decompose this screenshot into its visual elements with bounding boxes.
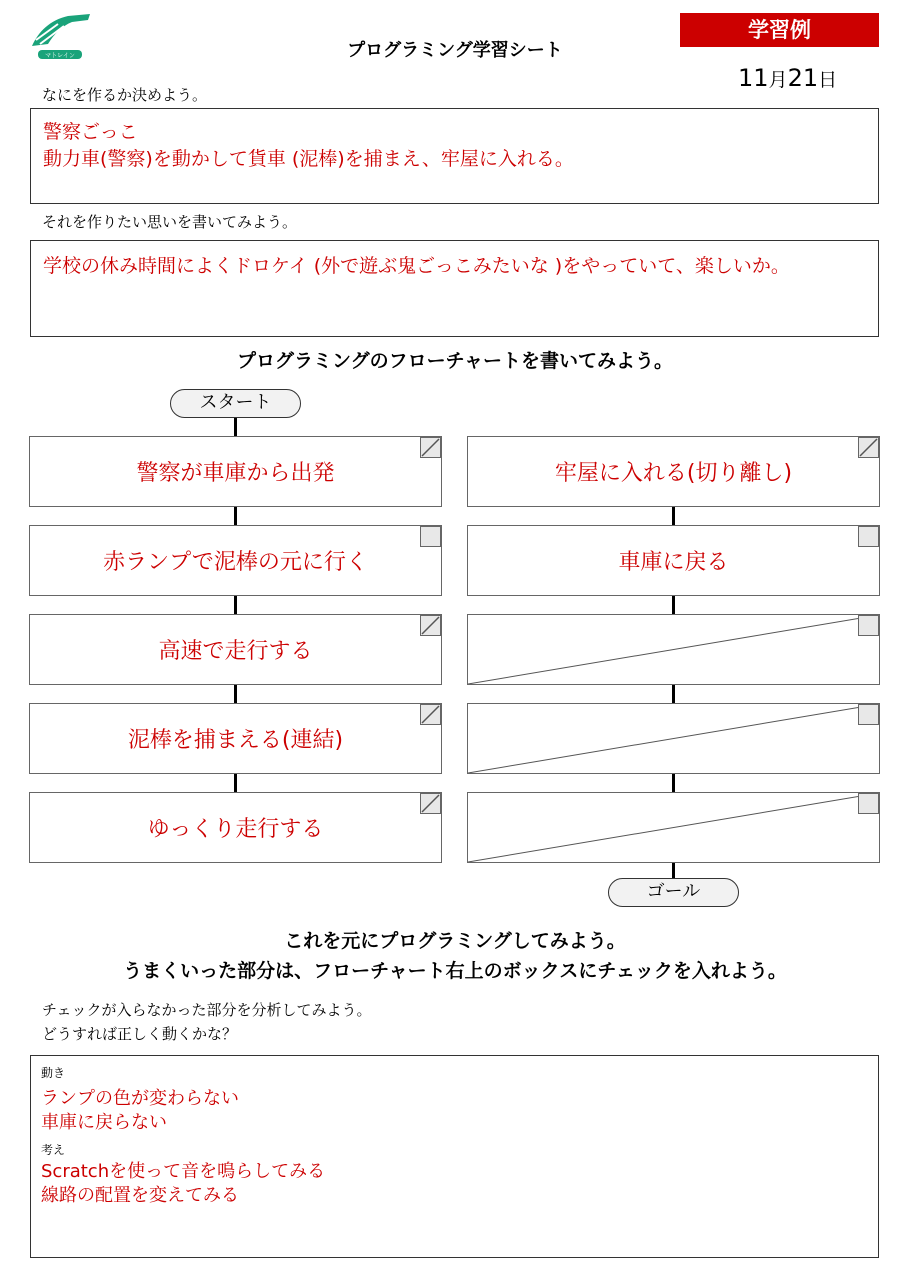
answer-line: 車庫に戻らない <box>41 1112 167 1133</box>
flow-step <box>467 525 880 596</box>
flow-step <box>29 436 442 507</box>
connector-line <box>234 596 237 614</box>
date-day: 21 <box>787 64 819 92</box>
flow-step-label: 高速で走行する <box>158 639 313 664</box>
flowchart-start: スタート <box>170 389 301 418</box>
check-slash-icon <box>859 438 878 457</box>
date-month: 11 <box>738 64 769 92</box>
analysis-prompt <box>42 998 372 1046</box>
step-checkbox[interactable] <box>858 704 879 725</box>
connector-line <box>234 774 237 792</box>
check-slash-icon <box>421 705 440 724</box>
flow-step-unused <box>467 792 880 863</box>
connector-line <box>672 596 675 614</box>
idea-label: 考え <box>41 1143 66 1157</box>
check-slash-icon <box>421 438 440 457</box>
connector-line <box>672 685 675 703</box>
date-month-unit: 月 <box>768 69 788 91</box>
flow-step-label: 警察が車庫から出発 <box>136 461 335 486</box>
instruction-line: うまくいった部分は、フローチャート右上のボックスにチェックを入れよう。 <box>123 960 787 982</box>
connector-line <box>672 774 675 792</box>
example-badge: 学習例 <box>680 13 879 47</box>
flow-step-label: 車庫に戻る <box>618 550 729 575</box>
instructions <box>0 926 910 986</box>
answer-line: Scratchを使って音を鳴らしてみる <box>41 1161 326 1182</box>
connector-line <box>234 507 237 525</box>
step-checkbox[interactable] <box>858 793 879 814</box>
movement-label: 動き <box>41 1066 66 1080</box>
check-slash-icon <box>421 616 440 635</box>
flow-step <box>29 614 442 685</box>
analysis-answer-box[interactable] <box>30 1055 879 1258</box>
answer-line: 線路の配置を変えてみる <box>41 1185 239 1206</box>
step-checkbox[interactable] <box>858 526 879 547</box>
step-checkbox[interactable] <box>420 526 441 547</box>
flow-step-label: 牢屋に入れる(切り離し) <box>554 461 793 486</box>
motivation-answer-box[interactable] <box>30 240 879 337</box>
flow-step <box>29 792 442 863</box>
flowchart-heading: プログラミングのフローチャートを書いてみよう。 <box>236 350 674 372</box>
step-checkbox-checked[interactable] <box>420 437 441 458</box>
logo-text: マトレイン <box>45 52 75 60</box>
unused-slash <box>468 793 879 862</box>
flow-step-label: 赤ランプで泥棒の元に行く <box>103 550 368 575</box>
flow-step-label: ゆっくり走行する <box>147 817 324 842</box>
flowchart-goal: ゴール <box>608 878 739 907</box>
step-checkbox-checked[interactable] <box>420 615 441 636</box>
unused-slash <box>468 615 879 684</box>
connector-line <box>234 685 237 703</box>
flow-step-unused <box>467 703 880 774</box>
answer-line: 警察ごっこ <box>43 121 138 143</box>
answer-line: 学校の休み時間によくドロケイ (外で遊ぶ鬼ごっこみたいな )をやっていて、楽しいか。 <box>43 255 790 277</box>
step-checkbox[interactable] <box>858 615 879 636</box>
date-day-unit: 日 <box>818 69 838 91</box>
check-slash-icon <box>421 794 440 813</box>
answer-line: 動力車(警察)を動かして貨車 (泥棒)を捕まえ、牢屋に入れる。 <box>43 148 574 170</box>
step-checkbox-checked[interactable] <box>420 793 441 814</box>
connector-line <box>234 418 237 436</box>
flow-step-unused <box>467 614 880 685</box>
flow-step <box>29 525 442 596</box>
flow-step <box>467 436 880 507</box>
flow-step <box>29 703 442 774</box>
idea-answers <box>41 1160 868 1208</box>
date <box>738 64 837 92</box>
flow-step-label: 泥棒を捕まえる(連結) <box>127 728 344 753</box>
analysis-prompt-line: どうすれば正しく動くかな？ <box>42 1025 238 1043</box>
answer-line: ランプの色が変わらない <box>41 1088 239 1109</box>
connector-line <box>672 507 675 525</box>
page-title: プログラミング学習シート <box>347 40 563 61</box>
what-to-make-answer-box[interactable] <box>30 108 879 204</box>
movement-answers <box>41 1087 868 1135</box>
what-to-make-prompt: なにを作るか決めよう。 <box>42 86 208 104</box>
step-checkbox-checked[interactable] <box>420 704 441 725</box>
instruction-line: これを元にプログラミングしてみよう。 <box>284 930 626 952</box>
step-checkbox-checked[interactable] <box>858 437 879 458</box>
motivation-prompt: それを作りたい思いを書いてみよう。 <box>42 213 298 231</box>
unused-slash <box>468 704 879 773</box>
analysis-prompt-line: チェックが入らなかった部分を分析してみよう。 <box>42 1001 372 1019</box>
connector-line <box>672 862 675 878</box>
